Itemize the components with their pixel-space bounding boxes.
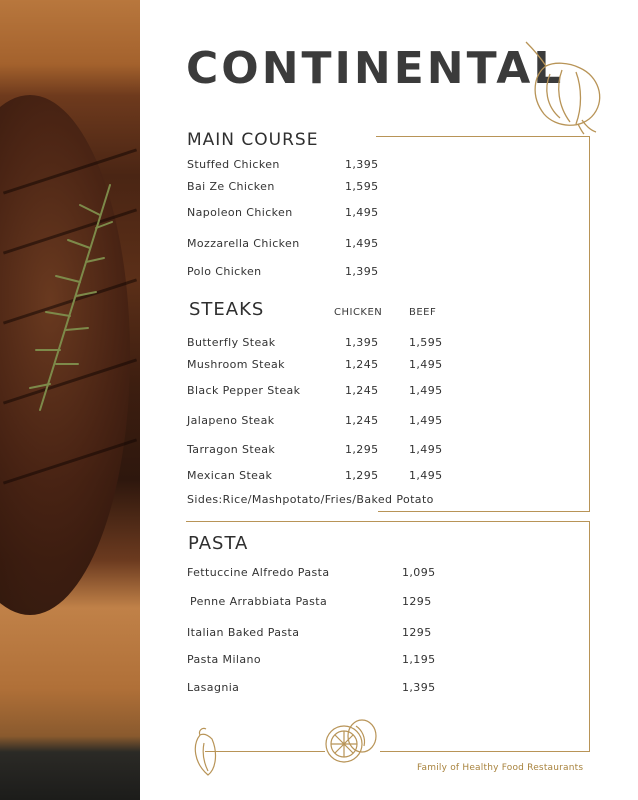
menu-item-name: Napoleon Chicken [187, 206, 293, 219]
menu-item-price: 1295 [402, 626, 432, 639]
steaks-heading: STEAKS [189, 299, 265, 320]
menu-item-name: Jalapeno Steak [187, 414, 275, 427]
frame-line [186, 521, 590, 522]
menu-item-price: 1,095 [402, 566, 436, 579]
menu-item-price: 1,195 [402, 653, 436, 666]
menu-item-name: Stuffed Chicken [187, 158, 280, 171]
rosemary-sprig-decoration [0, 0, 140, 440]
frame-line [378, 511, 590, 512]
menu-item-price: 1,395 [402, 681, 436, 694]
menu-item-price-beef: 1,495 [409, 469, 443, 482]
menu-item-name: Mozzarella Chicken [187, 237, 300, 250]
menu-item-price-chicken: 1,245 [345, 384, 379, 397]
menu-item-price: 1,395 [345, 158, 379, 171]
menu-item-price-chicken: 1,395 [345, 336, 379, 349]
menu-item-name: Pasta Milano [187, 653, 262, 666]
frame-line [589, 136, 590, 512]
frame-line [589, 521, 590, 751]
frame-line [376, 136, 590, 137]
frame-line [380, 751, 590, 752]
menu-item-name: Italian Baked Pasta [187, 626, 300, 639]
menu-item-name: Mushroom Steak [187, 358, 285, 371]
menu-item-price-chicken: 1,295 [345, 443, 379, 456]
menu-item-price-beef: 1,595 [409, 336, 443, 349]
menu-item-name: Polo Chicken [187, 265, 262, 278]
menu-item-price-beef: 1,495 [409, 443, 443, 456]
menu-item-name: Lasagnia [187, 681, 240, 694]
menu-item-price-chicken: 1,245 [345, 414, 379, 427]
menu-item-price: 1,595 [345, 180, 379, 193]
menu-item-price-beef: 1,495 [409, 414, 443, 427]
menu-item-price-beef: 1,495 [409, 384, 443, 397]
menu-item-price: 1295 [402, 595, 432, 608]
onion-icon [520, 40, 610, 135]
menu-item-price: 1,495 [345, 206, 379, 219]
menu-item-name: Butterfly Steak [187, 336, 276, 349]
column-header-beef: BEEF [409, 307, 437, 318]
main-course-heading: MAIN COURSE [187, 130, 319, 150]
menu-item-name: Bai Ze Chicken [187, 180, 275, 193]
menu-item-price-chicken: 1,245 [345, 358, 379, 371]
menu-item-name: Mexican Steak [187, 469, 273, 482]
pepper-icon [188, 725, 228, 780]
footer-tagline: Family of Healthy Food Restaurants [417, 763, 584, 773]
steak-photo [0, 0, 140, 800]
menu-item-price-beef: 1,495 [409, 358, 443, 371]
menu-item-price-chicken: 1,295 [345, 469, 379, 482]
menu-title: CONTINENTAL [186, 43, 565, 94]
menu-item-price: 1,395 [345, 265, 379, 278]
menu-item-name: Black Pepper Steak [187, 384, 301, 397]
menu-item-name: Penne Arrabbiata Pasta [190, 595, 328, 608]
lemon-slices-icon [322, 716, 382, 766]
menu-item-name: Fettuccine Alfredo Pasta [187, 566, 330, 579]
column-header-chicken: CHICKEN [334, 307, 383, 318]
menu-item-price: 1,495 [345, 237, 379, 250]
sides-note: Sides:Rice/Mashpotato/Fries/Baked Potato [187, 493, 434, 506]
pasta-heading: PASTA [188, 533, 249, 554]
menu-item-name: Tarragon Steak [187, 443, 276, 456]
